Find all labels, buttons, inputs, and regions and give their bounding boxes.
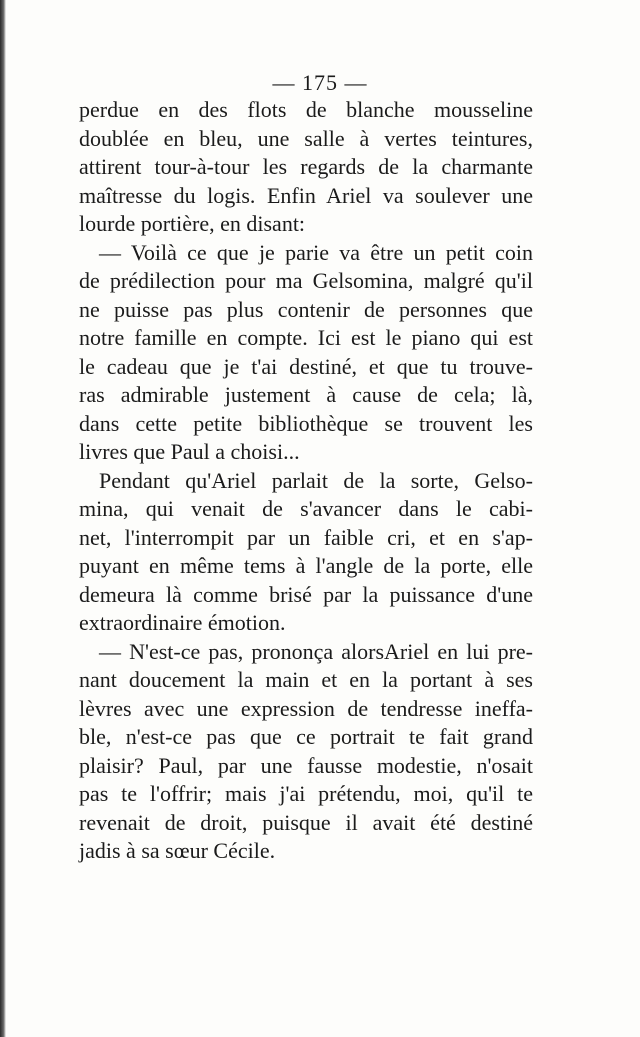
page-number: — 175 — bbox=[272, 70, 368, 95]
text-line: doublée en bleu, une salle à vertes teintures, bbox=[79, 125, 533, 151]
text-line: maîtresse du logis. Enfin Ariel va soulever une bbox=[79, 182, 533, 208]
text-line: ras admirable justement à cause de cela; là, bbox=[79, 382, 533, 407]
text-line: perdue en des flots de blanche mousseline bbox=[79, 97, 533, 122]
text-line: net, l'interrompit par un faible cri, et en s'ap- bbox=[79, 524, 533, 550]
text-line: ble, n'est-ce pas que ce portrait te fait grand bbox=[79, 724, 533, 749]
text-line: — Voilà ce que je parie va être un petit coin bbox=[99, 239, 533, 265]
text-line: dans cette petite bibliothèque se trouvent les bbox=[79, 410, 533, 436]
text-line: puyant en même tems à l'angle de la porte, elle bbox=[79, 553, 533, 578]
text-line: lèvres avec une expression de tendresse ineffa- bbox=[79, 695, 533, 721]
text-line: de prédilection pour ma Gelsomina, malgré qu'il bbox=[79, 268, 533, 293]
text-line: plaisir? Paul, par une fausse modestie, n'osait bbox=[79, 752, 533, 778]
text-line: Pendant qu'Ariel parlait de la sorte, Gelso- bbox=[99, 467, 533, 493]
text-line: pas te l'offrir; mais j'ai prétendu, moi, qu'il te bbox=[79, 781, 533, 806]
text-line: attirent tour-à-tour les regards de la charmante bbox=[79, 154, 533, 179]
text-line: jadis à sa sœur Cécile. bbox=[79, 838, 276, 863]
text-line: lourde portière, en disant: bbox=[79, 211, 306, 236]
text-line: notre famille en compte. Ici est le piano qui est bbox=[79, 325, 533, 350]
text-line: le cadeau que je t'ai destiné, et que tu trouve- bbox=[79, 353, 533, 379]
text-line: demeura là comme brisé par la puissance d'une bbox=[79, 581, 533, 607]
text-line: — N'est-ce pas, prononça alorsAriel en lui pre- bbox=[99, 638, 533, 664]
text-line: livres que Paul a choisi... bbox=[79, 439, 300, 464]
text-line: extraordinaire émotion. bbox=[79, 610, 286, 635]
text-line: nant doucement la main et en la portant à ses bbox=[79, 667, 533, 692]
text-line: ne puisse pas plus contenir de personnes que bbox=[79, 296, 533, 322]
text-line: revenait de droit, puisque il avait été destiné bbox=[79, 809, 533, 835]
text-line: mina, qui venait de s'avancer dans le cabi- bbox=[79, 496, 533, 521]
body-text bbox=[79, 96, 533, 866]
page-binding-edge bbox=[0, 0, 6, 1037]
